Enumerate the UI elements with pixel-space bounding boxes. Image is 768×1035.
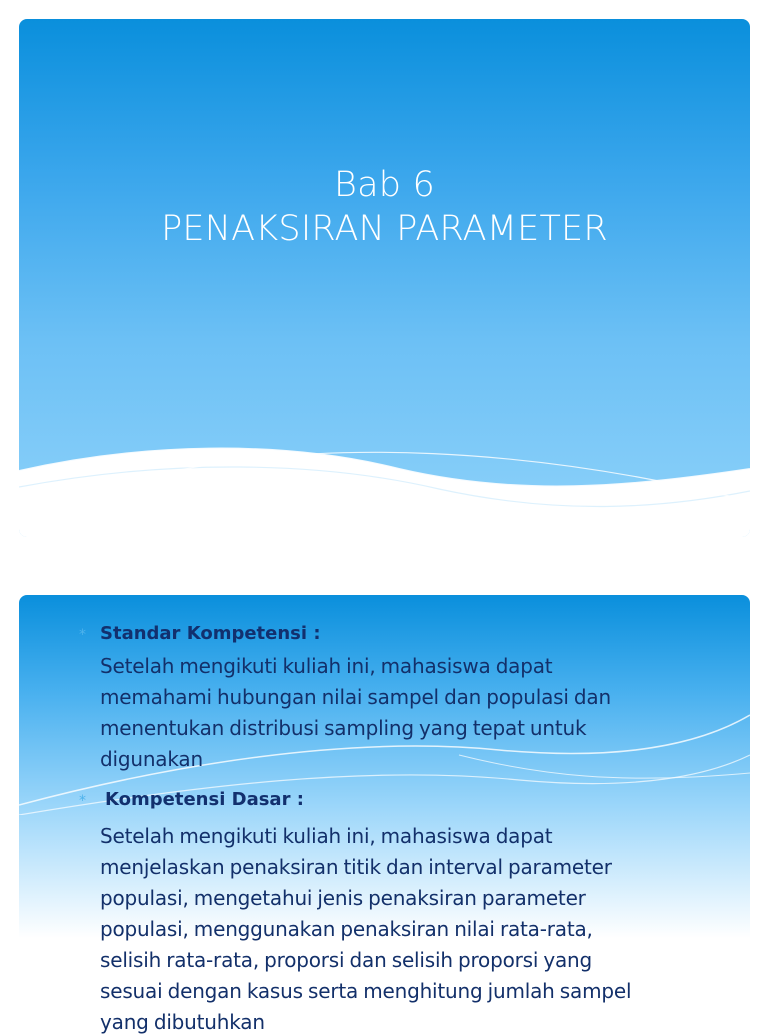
wave-decoration [19, 439, 750, 537]
paragraph-line: sesuai dengan kasus serta menghitung jumlah sampel [100, 979, 632, 1003]
bullet-kompetensi-dasar [79, 785, 739, 815]
title-slide [19, 19, 750, 537]
paragraph-line: Setelah mengikuti kuliah ini, mahasiswa dapat [100, 824, 553, 848]
paragraph-line: selisih rata-rata, proporsi dan selisih proporsi yang [100, 948, 593, 972]
paragraph-line: populasi, menggunakan penaksiran nilai rata-rata, [100, 917, 593, 941]
bullet-standar-kompetensi [79, 619, 739, 649]
paragraph-kompetensi-dasar [100, 821, 739, 1035]
bullet-icon: * [79, 627, 86, 643]
paragraph-line: yang dibutuhkan [100, 1010, 265, 1034]
paragraph-line: populasi, mengetahui jenis penaksiran parameter [100, 886, 586, 910]
slide-title [19, 163, 750, 251]
paragraph-line: memahami hubungan nilai sampel dan populasi dan [100, 685, 611, 709]
paragraph-line: Setelah mengikuti kuliah ini, mahasiswa dapat [100, 654, 553, 678]
paragraph-line: digunakan [100, 747, 203, 771]
bullet-icon: * [79, 793, 86, 809]
paragraph-line: menjelaskan penaksiran titik dan interval parameter [100, 855, 612, 879]
heading-kompetensi-dasar: Kompetensi Dasar : [105, 789, 304, 810]
competency-content [79, 619, 739, 1035]
title-chapter: Bab 6 [334, 165, 435, 205]
heading-standar-kompetensi: Standar Kompetensi : [100, 623, 321, 644]
paragraph-standar-kompetensi [100, 651, 739, 775]
paragraph-line: menentukan distribusi sampling yang tepat untuk [100, 716, 587, 740]
content-slide [19, 595, 750, 1035]
title-topic: PENAKSIRAN PARAMETER [161, 209, 608, 249]
